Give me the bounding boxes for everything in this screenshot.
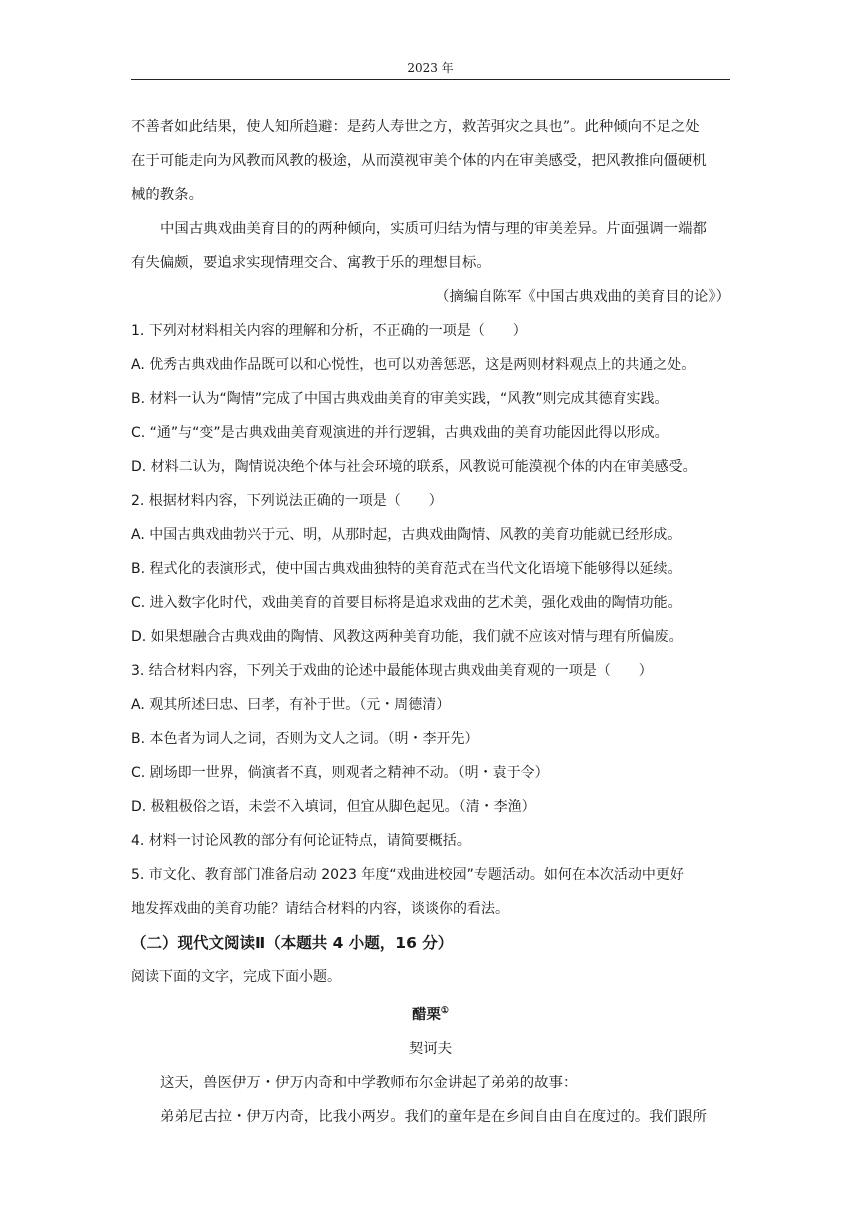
header-year: 2023 年 xyxy=(407,61,454,75)
question-3-option-c: C. 剧场即一世界，倘演者不真，则观者之精神不动。（明・袁于令） xyxy=(131,765,549,781)
question-5-line: 5. 市文化、教育部门准备启动 2023 年度“戏曲进校园”专题活动。如何在本次活动中更好 xyxy=(131,867,684,883)
citation: （摘编自陈军《中国古典戏曲的美育目的论》） xyxy=(434,289,730,305)
question-3-stem: 3. 结合材料内容，下列关于戏曲的论述中最能体现古典戏曲美育观的一项是（ ） xyxy=(131,663,653,679)
question-3-option-a: A. 观其所述曰忠、曰孝，有补于世。（元・周德清） xyxy=(131,697,451,713)
question-3-option-b: B. 本色者为词人之词，否则为文人之词。（明・李开先） xyxy=(131,731,479,747)
question-1-option-d: D. 材料二认为，陶情说决绝个体与社会环境的联系，风教说可能漠视个体的内在审美感受。 xyxy=(131,459,697,475)
question-2-option-b: B. 程式化的表演形式，使中国古典戏曲独特的美育范式在当代文化语境下能够得以延续。 xyxy=(131,561,682,577)
question-1-option-b: B. 材料一认为“陶情”完成了中国古典戏曲美育的审美实践，“风教”则完成其德育实践。 xyxy=(131,391,669,407)
story-line: 弟弟尼古拉・伊万内奇，比我小两岁。我们的童年是在乡间自由自在度过的。我们跟所 xyxy=(160,1108,707,1125)
passage-line: 不善者如此结果，使人知所趋避：是药人寿世之方，救苦弭灾之具也”。此种倾向不足之处 xyxy=(131,119,700,135)
question-1-option-a: A. 优秀古典戏曲作品既可以和心悦性，也可以劝善惩恶，这是两则材料观点上的共通之处。 xyxy=(131,357,696,373)
question-1-option-c: C. “通”与“变”是古典戏曲美育观演进的并行逻辑，古典戏曲的美育功能因此得以形成。 xyxy=(131,425,669,441)
question-5-line: 地发挥戏曲的美育功能？请结合材料的内容，谈谈你的看法。 xyxy=(131,901,509,917)
question-4-stem: 4. 材料一讨论风教的部分有何论证特点，请简要概括。 xyxy=(131,833,471,849)
question-3-option-d: D. 极粗极俗之语，未尝不入填词，但宜从脚色起见。（清・李渔） xyxy=(131,799,536,815)
question-2-option-a: A. 中国古典戏曲勃兴于元、明，从那时起，古典戏曲陶情、风教的美育功能就已经形成。 xyxy=(131,527,682,543)
page-header xyxy=(131,58,730,80)
passage-line: 械的教条。 xyxy=(131,187,203,203)
story-line: 这天，兽医伊万・伊万内奇和中学教师布尔金讲起了弟弟的故事： xyxy=(160,1074,578,1091)
passage-line: 中国古典戏曲美育目的的两种倾向，实质可归结为情与理的审美差异。片面强调一端都 xyxy=(160,221,707,237)
question-2-option-c: C. 进入数字化时代，戏曲美育的首要目标将是追求戏曲的艺术美，强化戏曲的陶情功能。 xyxy=(131,595,682,611)
passage-line: 有失偏颇，要追求实现情理交合、寓教于乐的理想目标。 xyxy=(131,255,491,271)
passage-line: 在于可能走向为风教而风教的极途，从而漠视审美个体的内在审美感受，把风教推向僵硬机 xyxy=(131,153,707,169)
section-title: （二）现代文阅读Ⅱ（本题共 4 小题，16 分） xyxy=(131,934,454,952)
story-title-text: 醋栗 xyxy=(412,1005,441,1023)
story-author: 契诃夫 xyxy=(408,1040,453,1057)
footnote-mark: ① xyxy=(440,1006,449,1016)
question-2-option-d: D. 如果想融合古典戏曲的陶情、风教这两种美育功能，我们就不应该对情与理有所偏废。 xyxy=(131,629,683,645)
question-1-stem: 1. 下列对材料相关内容的理解和分析，不正确的一项是（ ） xyxy=(131,323,527,339)
question-2-stem: 2. 根据材料内容，下列说法正确的一项是（ ） xyxy=(131,493,443,509)
document-body xyxy=(131,110,730,1134)
story-title xyxy=(131,994,730,1032)
section-instruction: 阅读下面的文字，完成下面小题。 xyxy=(131,969,341,985)
